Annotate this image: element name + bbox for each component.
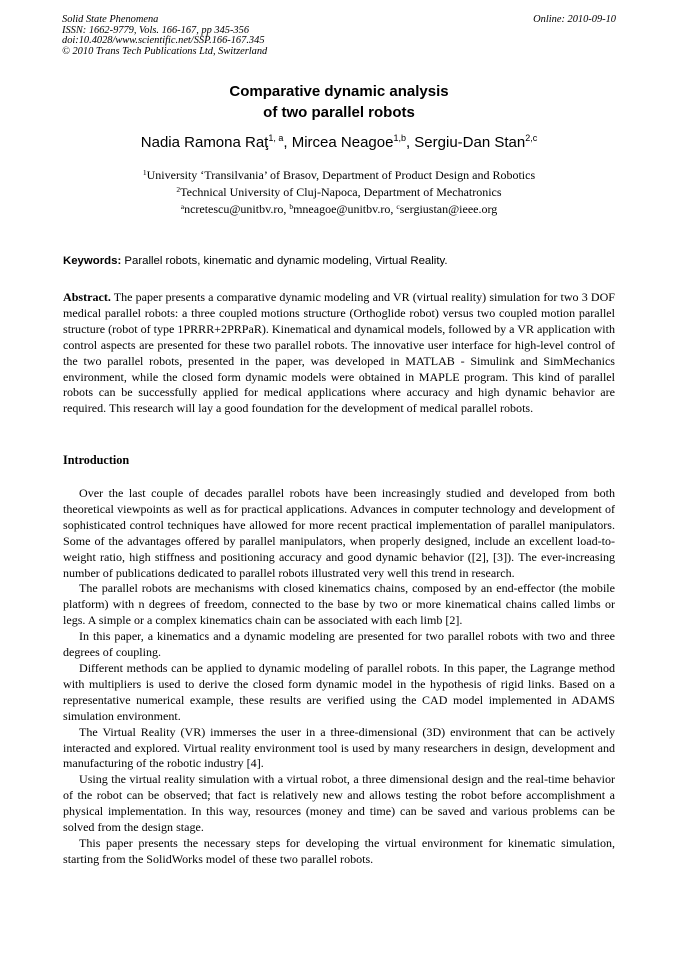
affiliation bbox=[0, 167, 678, 184]
introduction-body bbox=[63, 486, 615, 868]
paragraph: This paper presents the necessary steps for developing the virtual environment for kinematic simulation, starting from the SolidWorks model of these two parallel robots. bbox=[63, 835, 615, 866]
online-date: Online: 2010-09-10 bbox=[533, 14, 616, 25]
journal-doi: doi:10.4028/www.scientific.net/SSP.166-167.345 bbox=[62, 35, 265, 47]
author-name: Mircea Neagoe bbox=[291, 134, 394, 151]
paragraph: Over the last couple of decades parallel robots have been increasingly studied and developed from both theoretical viewpoints as well as for practical applications. Advances in computer technology and development of sophisticated control techniques have allowed for more recent practical implementation of parallel manipulators. Some of the advantages offered by parallel manipulators, when properly designed, include an excellent load-to-weight ratio, high stiffness and positioning accuracy and good dynamic behavior ([2], [3]). The ever-increasing number of publications dedicated to parallel robots illustrated very well this trend in research. bbox=[63, 486, 615, 580]
affiliation bbox=[0, 184, 678, 201]
author-separator: , bbox=[405, 134, 415, 151]
email-link[interactable]: sergiustan@ieee.org bbox=[399, 202, 498, 217]
paragraph: In this paper, a kinematics and a dynamic modeling are presented for two parallel robots with two and three degrees of coupling. bbox=[63, 629, 615, 660]
author-list bbox=[0, 134, 678, 152]
email-mark: b bbox=[289, 202, 294, 212]
author-affil-mark: 2,c bbox=[525, 133, 538, 143]
paper-title bbox=[0, 81, 678, 123]
email-link[interactable]: ncretescu@unitbv.ro bbox=[184, 202, 284, 217]
author-name: Sergiu-Dan Stan bbox=[414, 134, 526, 151]
section-heading-introduction: Introduction bbox=[63, 453, 130, 467]
journal-name: Solid State Phenomena bbox=[62, 14, 159, 25]
paragraph: The parallel robots are mechanisms with closed kinematics chains, composed by an end-effector (the mobile platform) with n degrees of freedom, connected to the base by two or more kinematical chains called limbs or legs. A simple or a complex kinematics chain can be associated with each limb [2]. bbox=[63, 581, 615, 628]
author-affil-mark: 1,b bbox=[393, 133, 406, 143]
email-separator: , bbox=[283, 202, 290, 217]
abstract-label: Abstract. bbox=[63, 290, 111, 304]
author-affil-mark: 1, a bbox=[268, 133, 284, 143]
email-separator: , bbox=[390, 202, 397, 217]
paragraph: Different methods can be applied to dynamic modeling of parallel robots. In this paper, the Lagrange method with multipliers is used to derive the closed form dynamic model in the hypothesis of rigid links. Based on a representative numerical example, these results are verified using the CAD model implemented in ADAMS simulation environment. bbox=[63, 660, 615, 723]
paragraph: The Virtual Reality (VR) immerses the user in a three-dimensional (3D) environment that can be actively interacted and explored. Virtual reality environment tool is used by many researchers in design, development and manufacturing of the robotic industry [4]. bbox=[63, 724, 615, 771]
journal-issn: ISSN: 1662-9779, Vols. 166-167, pp 345-356 bbox=[62, 24, 250, 36]
affil-mark: 2 bbox=[176, 185, 181, 195]
affil-text: University ‘Transilvania’ of Brasov, Department of Product Design and Robotics bbox=[146, 168, 536, 182]
journal-copyright: © 2010 Trans Tech Publications Ltd, Switzerland bbox=[62, 45, 268, 57]
author-separator: , bbox=[283, 134, 292, 151]
affil-mark: 1 bbox=[142, 168, 147, 177]
abstract-text: The paper presents a comparative dynamic modeling and VR (virtual reality) simulation for two 3 DOF medical parallel robots: a three coupled motions structure (Orthoglide robot) versus two coupled motion parallel structure (robot of type 1PRRR+2PRPaR). Kinematical and dynamical models, followed by a VR application with control aspects are presented for these two parallel robots. The innovative user interface for high-level control of the two parallel robots, presented in the paper, was developed in MATLAB - Simulink and SimMechanics environment, while the closed form dynamic models were obtained in MAPLE program. This kind of parallel robots can be successfully applied for medical applications where accuracy and high dynamic behavior are required. This research will lay a good foundation for the development of medical parallel robots. bbox=[63, 290, 615, 416]
email-link[interactable]: mneagoe@unitbv.ro bbox=[293, 202, 391, 217]
email-mark: c bbox=[396, 202, 400, 212]
email-mark: a bbox=[180, 202, 185, 212]
author-name: Nadia Ramona Raţ bbox=[140, 134, 269, 151]
paragraph: Using the virtual reality simulation with a virtual robot, a three dimensional design and the real-time behavior of the robot can be observed; that fact is relatively new and allows testing the robot before accomplishment a physical implementation. In this way, resources (money and time) can be saved and various problems can be solved from the design stage. bbox=[63, 772, 615, 835]
title-line: of two parallel robots bbox=[263, 104, 415, 121]
abstract bbox=[63, 290, 615, 417]
keywords-text: Parallel robots, kinematic and dynamic modeling, Virtual Reality. bbox=[121, 255, 448, 267]
affiliations bbox=[0, 167, 678, 219]
email-list bbox=[0, 201, 678, 218]
keywords bbox=[63, 254, 623, 268]
journal-info bbox=[62, 15, 267, 57]
keywords-label: Keywords: bbox=[63, 255, 122, 267]
title-line: Comparative dynamic analysis bbox=[229, 83, 449, 100]
affil-text: Technical University of Cluj-Napoca, Department of Mechatronics bbox=[180, 185, 502, 200]
